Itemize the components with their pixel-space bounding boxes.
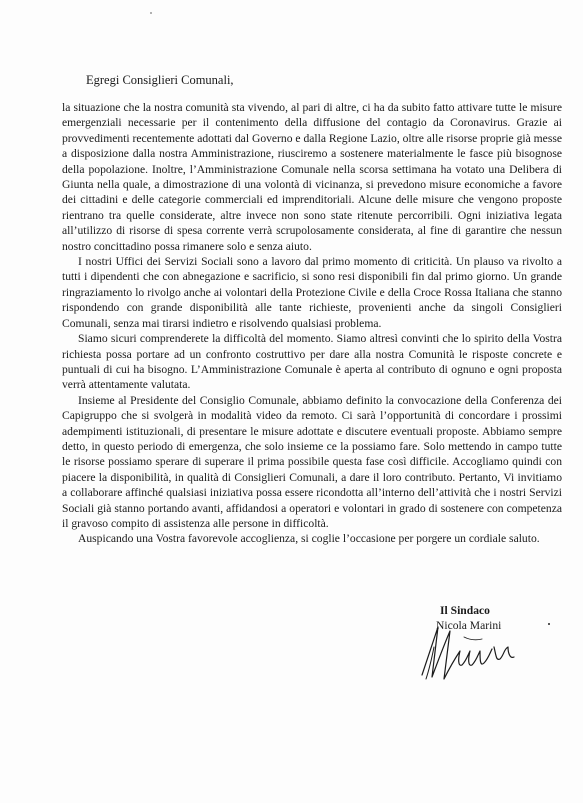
signatory-name: Nicola Marini	[436, 619, 502, 632]
paragraph-1: la situazione che la nostra comunità sta vivendo, al pari di altre, ci ha da subito fatto attivare tutte le misure emergenziali necessarie per il contenimento della diffusione del contagio da Coronavirus. Grazie ai provvedimenti recentemente adottati dal Governo e dalla Regione Lazio, oltre alle risorse proprie già messe a disposizione dalla nostra Amministrazione, riusciremo a sostenere materialmente le fasce più bisognose della popolazione. Inoltre, l’Amministrazione Comunale nella scorsa settimana ha votato una Delibera di Giunta nella quale, a dimostrazione di una volontà di vicinanza, si prevedono misure economiche a favore dei cittadini e delle categorie commerciali ed imprenditoriali. Alcune delle misure che vengono proposte rientrano tra quelle considerate, altre invece non sono state ritenute percorribili. Ogni iniziativa legata all’utilizzo di risorse di spesa corrente verrà scrupolosamente considerata, al fine di garantire che nessun nostro concittadino possa rimanere solo e senza aiuto.	[62, 101, 562, 253]
paragraph-4: Insieme al Presidente del Consiglio Comunale, abbiamo definito la convocazione della Conferenza dei Capigruppo che si svolgerà in modalità video da remoto. Ci sarà l’opportunità di concordare i prossimi adempimenti istituzionali, di presentare le misure adottate e discutere eventuali proposte. Abbiamo sempre detto, in questo periodo di emergenza, che solo insieme ce la possiamo fare. Solo mettendo in campo tutte le risorse possiamo sperare di superare il prima possibile questa fase così difficile. Accogliamo quindi con piacere la disponibilità, in qualità di Consiglieri Comunali, a dare il loro contributo. Pertanto, Vi invitiamo a collaborare affinché qualsiasi iniziativa possa essere ricondotta all’interno dell’attività che i nostri Servizi Sociali già stanno portando avanti, affidandosi a operatori e volontari in grado di sostenere con competenza il gravoso compito di assistenza alle persone in difficoltà.	[62, 393, 562, 530]
paragraph-2: I nostri Uffici dei Servizi Sociali sono a lavoro dal primo momento di criticità. Un plauso va rivolto a tutti i dipendenti che con abnegazione e sacrificio, si sono resi disponibili fin dal primo giorno. Un grande ringraziamento lo rivolgo anche ai volontari della Protezione Civile e della Croce Rossa Italiana che stanno rispondendo con grande disponibilità alle tante richieste, provenienti anche da singoli Consiglieri Comunali, senza mai tirarsi indietro e risolvendo qualsiasi problema.	[62, 255, 562, 330]
paragraph-3: Siamo sicuri comprenderete la difficoltà del momento. Siamo altresì convinti che lo spirito della Vostra richiesta possa portare ad un confronto costruttivo per dare alla nostra Comunità le risposte concrete e puntuali di cui ha bisogno. L’Amministrazione Comunale è aperta al contributo di ognuno e ogni proposta verrà attentamente valutata.	[62, 332, 562, 392]
letter-body	[62, 100, 562, 547]
letter-salutation: Egregi Consiglieri Comunali,	[86, 73, 234, 87]
handwritten-signature	[404, 617, 554, 687]
signature-block	[432, 603, 562, 633]
scan-speck	[150, 12, 152, 14]
signature-dot	[548, 623, 550, 625]
signatory-title: Il Sindaco	[440, 604, 490, 617]
paragraph-5: Auspicando una Vostra favorevole accoglienza, si coglie l’occasione per porgere un cordiale saluto.	[78, 532, 540, 546]
